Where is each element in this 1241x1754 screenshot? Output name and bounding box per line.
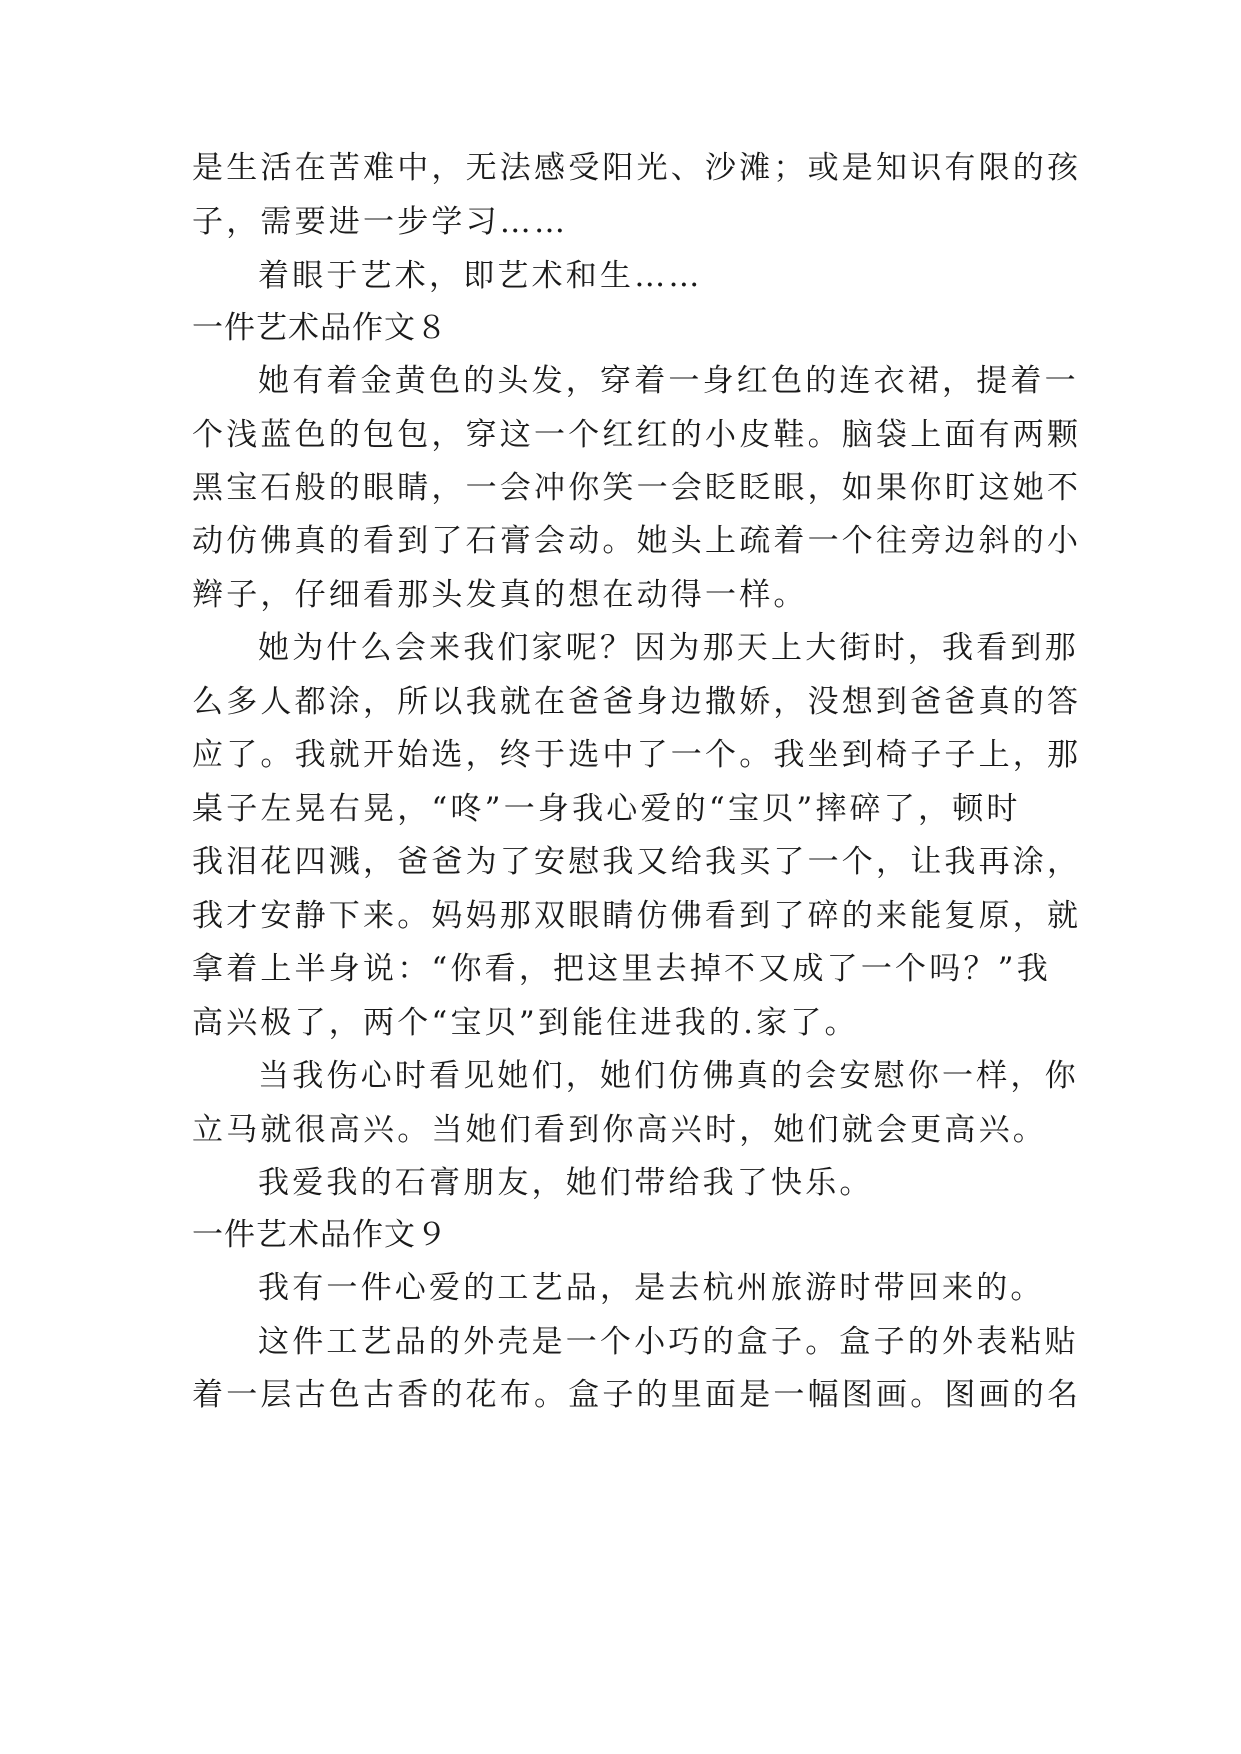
text-line: 我有一件心爱的工艺品，是去杭州旅游时带回来的。 [258,1270,1045,1306]
text-line: 子，需要进一步学习…… [192,204,569,240]
text-line: 当我伤心时看见她们，她们仿佛真的会安慰你一样，你 [258,1058,1079,1094]
text-line: 动仿佛真的看到了石膏会动。她头上疏着一个往旁边斜的小 [192,523,1082,559]
text-line: 她为什么会来我们家呢？因为那天上大街时，我看到那 [258,630,1079,666]
text-line: 她有着金黄色的头发，穿着一身红色的连衣裙，提着一 [258,363,1079,399]
text-line: 立马就很高兴。当她们看到你高兴时，她们就会更高兴。 [192,1112,1047,1148]
text-line: 黑宝石般的眼睛，一会冲你笑一会眨眨眼，如果你盯这她不 [192,470,1082,506]
text-line: 我泪花四溅，爸爸为了安慰我又给我买了一个，让我再涂， [192,844,1082,880]
section-heading: 一件艺术品作文９ [192,1217,448,1253]
text-line: 拿着上半身说：“你看，把这里去掉不又成了一个吗？”我 [192,951,1051,987]
text-line: 着一层古色古香的花布。盒子的里面是一幅图画。图画的名 [192,1377,1082,1413]
text-line: 应了。我就开始选，终于选中了一个。我坐到椅子子上，那 [192,737,1082,773]
text-line: 么多人都涂，所以我就在爸爸身边撒娇，没想到爸爸真的答 [192,684,1082,720]
text-line: 是生活在苦难中，无法感受阳光、沙滩；或是知识有限的孩 [192,150,1082,186]
text-line: 桌子左晃右晃，“咚”一身我心爱的“宝贝”摔碎了，顿时 [192,791,1021,827]
text-line: 我爱我的石膏朋友，她们带给我了快乐。 [258,1165,874,1201]
text-line: 我才安静下来。妈妈那双眼睛仿佛看到了碎的来能复原，就 [192,898,1082,934]
text-line: 着眼于艺术，即艺术和生…… [258,258,703,294]
text-line: 辫子，仔细看那头发真的想在动得一样。 [192,577,808,613]
text-line: 这件工艺品的外壳是一个小巧的盒子。盒子的外表粘贴 [258,1324,1079,1360]
text-line: 高兴极了，两个“宝贝”到能住进我的.家了。 [192,1005,859,1041]
text-line: 个浅蓝色的包包，穿这一个红红的小皮鞋。脑袋上面有两颗 [192,417,1082,453]
section-heading: 一件艺术品作文８ [192,310,448,346]
